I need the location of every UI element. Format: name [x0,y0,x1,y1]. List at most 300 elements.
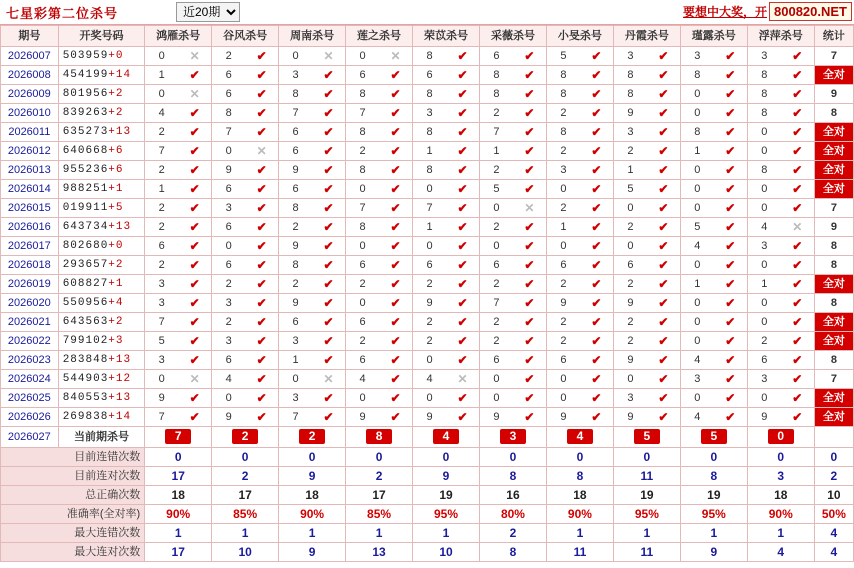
promo-site: 800820.NET [769,2,852,21]
check-icon: ✔ [256,372,267,386]
kill-cell [346,389,413,408]
draw-code-delta: +5 [108,202,124,214]
kill-cell [279,199,346,218]
kill-cell [413,237,480,256]
stat-cell: 全对 [814,142,853,161]
issue-cell: 2026022 [1,332,59,351]
kill-cell [747,142,814,161]
kill-cell [680,104,747,123]
draw-code: 454199 [62,69,109,81]
kill-number: 3 [426,107,433,119]
check-icon: ✔ [390,372,401,386]
kill-number: 6 [560,259,567,271]
kill-cell [613,275,680,294]
draw-code: 988251 [62,183,109,195]
draw-code-delta: +2 [108,316,124,328]
kill-cell [747,351,814,370]
check-icon: ✔ [189,125,200,139]
draw-code-delta: +13 [108,126,132,138]
kill-cell [680,47,747,66]
check-icon: ✔ [323,258,334,272]
kill-cell [747,218,814,237]
current-kill-cell [546,427,613,448]
kill-number: 4 [761,221,768,233]
footer-stat-total: 10 [814,486,853,505]
stat-cell: 8 [814,104,853,123]
draw-code-cell [58,85,145,104]
kill-cell [212,142,279,161]
table-row [1,351,854,370]
check-icon: ✔ [457,182,468,196]
issue-cell: 2026012 [1,142,59,161]
table-row [1,370,854,389]
footer-stat-value: 0 [479,448,546,467]
kill-cell [145,275,212,294]
kill-cell [479,408,546,427]
kill-number: 6 [426,259,433,271]
table-row [1,199,854,218]
check-icon: ✔ [725,353,736,367]
kill-number: 1 [694,145,701,157]
check-icon: ✔ [457,144,468,158]
current-kill-cell [747,427,814,448]
draw-code-delta: +4 [108,297,124,309]
kill-cell [145,294,212,313]
kill-cell [479,123,546,142]
footer-stat-value: 90% [145,505,212,524]
table-row [1,389,854,408]
check-icon: ✔ [323,334,334,348]
check-icon: ✔ [189,353,200,367]
kill-number: 0 [493,240,500,252]
kill-number: 2 [426,278,433,290]
kill-number: 6 [225,354,232,366]
check-icon: ✔ [256,182,267,196]
check-icon: ✔ [658,182,669,196]
kill-number: 9 [292,297,299,309]
kill-number: 3 [627,392,634,404]
kill-number: 2 [225,316,232,328]
check-icon: ✔ [390,353,401,367]
kill-number: 8 [761,164,768,176]
check-icon: ✔ [658,315,669,329]
kill-number: 0 [627,240,634,252]
check-icon: ✔ [658,144,669,158]
stat-cell: 全对 [814,123,853,142]
check-icon: ✔ [390,182,401,196]
kill-number: 0 [694,392,701,404]
check-icon: ✔ [457,106,468,120]
check-icon: ✔ [725,68,736,82]
kill-number: 9 [560,411,567,423]
table-row [1,47,854,66]
footer-stat-value: 0 [747,448,814,467]
kill-number: 6 [359,69,366,81]
kill-number: 3 [292,335,299,347]
check-icon: ✔ [256,315,267,329]
kill-cell [212,237,279,256]
check-icon: ✔ [390,87,401,101]
kill-number: 3 [761,373,768,385]
cross-icon: ✕ [457,372,468,386]
kill-cell [413,256,480,275]
check-icon: ✔ [256,201,267,215]
check-icon: ✔ [524,144,535,158]
kill-number: 3 [694,50,701,62]
kill-cell [145,161,212,180]
check-icon: ✔ [658,258,669,272]
kill-cell [747,180,814,199]
kill-cell [680,275,747,294]
footer-stat-value: 1 [346,524,413,543]
kill-number: 2 [627,221,634,233]
stat-cell: 全对 [814,313,853,332]
kill-number: 7 [359,107,366,119]
kill-number: 6 [225,183,232,195]
check-icon: ✔ [725,315,736,329]
check-icon: ✔ [725,296,736,310]
kill-number: 6 [493,354,500,366]
check-icon: ✔ [725,391,736,405]
current-issue: 2026027 [1,427,59,448]
table-head [1,26,854,47]
draw-code: 643734 [62,221,109,233]
kill-cell [747,161,814,180]
kill-number: 6 [761,354,768,366]
kill-number: 0 [493,373,500,385]
kill-cell [546,47,613,66]
kill-ball: 0 [768,429,794,444]
footer-stat-value: 0 [212,448,279,467]
cross-icon: ✕ [189,49,200,63]
col-header-k7: 小旻杀号 [546,26,613,47]
kill-number: 0 [158,373,165,385]
kill-cell [212,332,279,351]
check-icon: ✔ [524,296,535,310]
kill-number: 5 [627,183,634,195]
kill-number: 6 [426,69,433,81]
check-icon: ✔ [524,315,535,329]
kill-cell [680,161,747,180]
check-icon: ✔ [658,296,669,310]
current-kill-cell [145,427,212,448]
draw-code: 802680 [62,240,109,252]
check-icon: ✔ [323,391,334,405]
stat-cell: 8 [814,256,853,275]
draw-code-delta: +13 [108,221,132,233]
kill-number: 0 [761,183,768,195]
draw-code-delta: +12 [108,373,132,385]
kill-cell [346,294,413,313]
kill-cell [680,332,747,351]
kill-cell [546,161,613,180]
kill-number: 9 [627,354,634,366]
draw-code-cell [58,218,145,237]
kill-number: 8 [560,88,567,100]
stat-cell: 全对 [814,332,853,351]
kill-cell [346,85,413,104]
check-icon: ✔ [524,182,535,196]
kill-number: 2 [426,335,433,347]
check-icon: ✔ [591,239,602,253]
kill-cell [680,351,747,370]
check-icon: ✔ [457,315,468,329]
check-icon: ✔ [725,106,736,120]
col-header-k6: 采薇杀号 [479,26,546,47]
check-icon: ✔ [189,68,200,82]
draw-code-cell [58,123,145,142]
footer-stat-value: 95% [413,505,480,524]
check-icon: ✔ [256,353,267,367]
footer-stat-value: 8 [479,543,546,562]
kill-number: 6 [225,221,232,233]
kill-cell [680,199,747,218]
kill-cell [279,351,346,370]
check-icon: ✔ [457,68,468,82]
issue-cell: 2026020 [1,294,59,313]
kill-cell [413,408,480,427]
check-icon: ✔ [189,220,200,234]
kill-number: 2 [225,50,232,62]
footer-stat-label: 准确率(全对率) [1,505,145,524]
draw-code: 640668 [62,145,109,157]
footer-stat-total: 50% [814,505,853,524]
current-kill-cell [212,427,279,448]
kill-number: 8 [359,88,366,100]
footer-stat-value: 90% [747,505,814,524]
check-icon: ✔ [591,106,602,120]
check-icon: ✔ [189,391,200,405]
kill-cell [546,237,613,256]
draw-code: 283848 [62,354,109,366]
col-header-k1: 鸿雁杀号 [145,26,212,47]
draw-code-delta: +6 [108,145,124,157]
kill-cell [413,275,480,294]
check-icon: ✔ [323,296,334,310]
stat-cell: 全对 [814,180,853,199]
kill-ball: 4 [567,429,593,444]
check-icon: ✔ [390,391,401,405]
kill-cell [613,199,680,218]
kill-cell [479,218,546,237]
kill-cell [479,370,546,389]
kill-cell [413,104,480,123]
check-icon: ✔ [591,182,602,196]
kill-cell [747,85,814,104]
kill-number: 7 [225,126,232,138]
footer-stat-value: 1 [680,524,747,543]
check-icon: ✔ [524,258,535,272]
draw-code-delta: +14 [108,69,132,81]
kill-cell [546,275,613,294]
kill-cell [413,66,480,85]
kill-number: 2 [627,335,634,347]
kill-number: 8 [560,126,567,138]
kill-cell [145,142,212,161]
footer-stat-value: 19 [613,486,680,505]
check-icon: ✔ [792,49,803,63]
check-icon: ✔ [256,258,267,272]
kill-cell [680,370,747,389]
kill-number: 3 [761,50,768,62]
check-icon: ✔ [591,296,602,310]
kill-cell [212,123,279,142]
kill-number: 9 [627,297,634,309]
kill-cell [279,408,346,427]
stat-cell: 全对 [814,66,853,85]
kill-cell [279,332,346,351]
check-icon: ✔ [725,182,736,196]
check-icon: ✔ [457,296,468,310]
footer-stat-value: 0 [613,448,680,467]
kill-cell [680,142,747,161]
kill-cell [413,389,480,408]
kill-cell [413,161,480,180]
check-icon: ✔ [524,163,535,177]
kill-cell [413,85,480,104]
kill-cell [346,123,413,142]
check-icon: ✔ [524,87,535,101]
kill-cell [346,408,413,427]
kill-number: 3 [225,335,232,347]
kill-number: 0 [560,183,567,195]
kill-cell [479,237,546,256]
kill-cell [413,332,480,351]
table-row [1,180,854,199]
kill-number: 8 [292,88,299,100]
kill-number: 0 [694,335,701,347]
kill-number: 4 [225,373,232,385]
check-icon: ✔ [457,410,468,424]
kill-number: 0 [359,392,366,404]
kill-cell [546,180,613,199]
check-icon: ✔ [658,163,669,177]
promo-text: 要想中大奖，开 [682,5,767,19]
current-label: 当前期杀号 [58,427,145,448]
footer-stat-row [1,543,854,562]
kill-number: 6 [225,88,232,100]
draw-code-delta: +13 [108,354,132,366]
kill-number: 8 [426,88,433,100]
check-icon: ✔ [524,220,535,234]
kill-number: 3 [158,354,165,366]
check-icon: ✔ [725,410,736,424]
kill-number: 9 [225,164,232,176]
promo-banner[interactable] [683,2,852,21]
kill-number: 1 [158,69,165,81]
kill-cell [479,294,546,313]
kill-number: 4 [426,373,433,385]
check-icon: ✔ [256,391,267,405]
cross-icon: ✕ [189,372,200,386]
kill-number: 3 [225,297,232,309]
kill-cell [546,351,613,370]
kill-cell [346,313,413,332]
kill-number: 0 [225,240,232,252]
check-icon: ✔ [189,277,200,291]
issue-cell: 2026010 [1,104,59,123]
check-icon: ✔ [390,68,401,82]
kill-cell [680,123,747,142]
draw-code-delta: +13 [108,392,132,404]
draw-code: 608827 [62,278,109,290]
check-icon: ✔ [390,239,401,253]
kill-cell [747,294,814,313]
check-icon: ✔ [658,372,669,386]
kill-cell [145,218,212,237]
kill-number: 7 [158,411,165,423]
cross-icon: ✕ [323,49,334,63]
stat-cell: 8 [814,294,853,313]
check-icon: ✔ [725,220,736,234]
kill-cell [413,351,480,370]
kill-cell [212,408,279,427]
kill-number: 0 [694,316,701,328]
kill-number: 8 [359,126,366,138]
check-icon: ✔ [792,182,803,196]
draw-code: 019911 [62,202,109,214]
kill-number: 6 [225,259,232,271]
check-icon: ✔ [792,353,803,367]
kill-number: 1 [560,221,567,233]
kill-number: 2 [359,145,366,157]
page-title: 七星彩第二位杀号 [6,5,119,21]
check-icon: ✔ [591,277,602,291]
footer-stat-value: 9 [680,543,747,562]
table-row [1,161,854,180]
check-icon: ✔ [591,87,602,101]
footer-stat-value: 19 [413,486,480,505]
footer-stat-value: 10 [212,543,279,562]
table-row [1,85,854,104]
footer-stat-value: 0 [680,448,747,467]
kill-cell [413,180,480,199]
table-body [1,47,854,562]
kill-cell [346,256,413,275]
kill-ball: 8 [366,429,392,444]
kill-number: 2 [359,335,366,347]
kill-cell [613,142,680,161]
check-icon: ✔ [524,125,535,139]
footer-stat-label: 目前连错次数 [1,448,145,467]
current-kill-cell [413,427,480,448]
footer-stat-total: 0 [814,448,853,467]
kill-number: 2 [292,278,299,290]
kill-number: 0 [560,373,567,385]
kill-number: 8 [292,259,299,271]
kill-cell [346,161,413,180]
period-select[interactable] [176,2,240,22]
draw-code-cell [58,161,145,180]
check-icon: ✔ [591,201,602,215]
draw-code-delta: +0 [108,240,124,252]
draw-code-delta: +6 [108,164,124,176]
draw-code: 839263 [62,107,109,119]
kill-ball: 3 [500,429,526,444]
kill-number: 0 [761,145,768,157]
kill-cell [145,408,212,427]
kill-cell [479,199,546,218]
kill-number: 6 [359,316,366,328]
footer-stat-value: 2 [212,467,279,486]
check-icon: ✔ [256,125,267,139]
kill-cell [145,104,212,123]
footer-stat-total: 4 [814,543,853,562]
check-icon: ✔ [256,68,267,82]
check-icon: ✔ [792,391,803,405]
footer-stat-value: 0 [346,448,413,467]
check-icon: ✔ [792,296,803,310]
